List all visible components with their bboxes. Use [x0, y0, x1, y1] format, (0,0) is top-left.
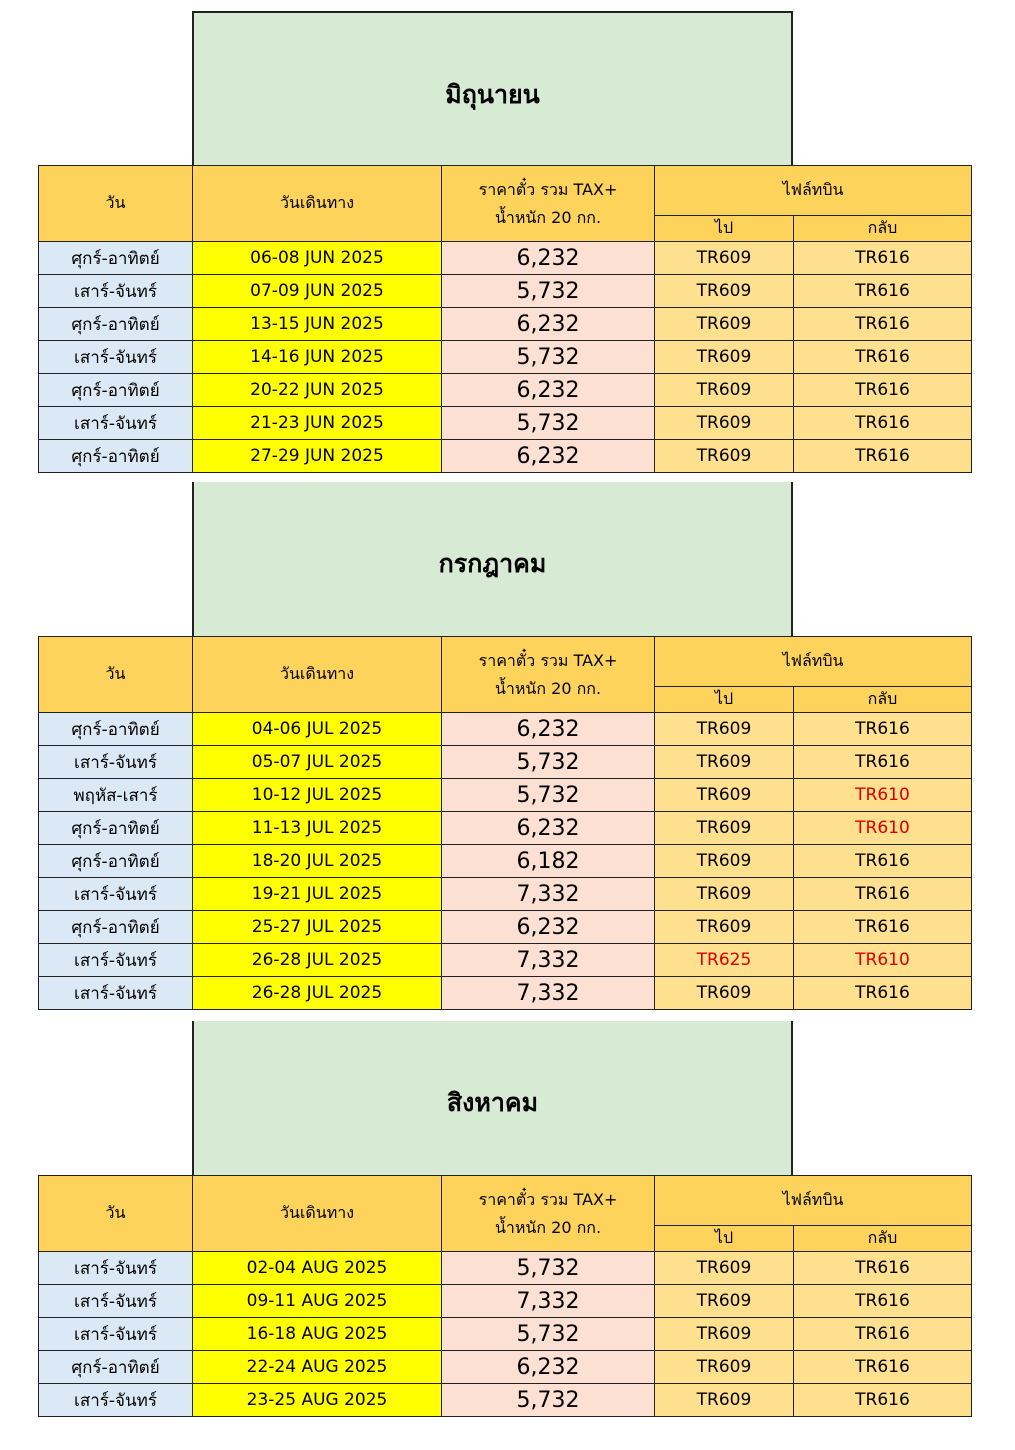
date-cell: 02-04 AUG 2025 [193, 1252, 442, 1285]
day-cell: เสาร์-จันทร์ [39, 1252, 193, 1285]
date-cell: 05-07 JUL 2025 [193, 746, 442, 779]
outbound-flight-cell: TR625 [655, 944, 794, 977]
date-cell: 13-15 JUN 2025 [193, 308, 442, 341]
outbound-flight-cell: TR609 [655, 1351, 794, 1384]
day-cell: เสาร์-จันทร์ [39, 1285, 193, 1318]
header-travel-date: วันเดินทาง [193, 166, 442, 242]
header-price-line1: ราคาตั๋ว รวม TAX+ [478, 1189, 618, 1209]
outbound-flight-cell: TR609 [655, 308, 794, 341]
table-row [39, 779, 972, 812]
outbound-flight-cell: TR609 [655, 1285, 794, 1318]
return-flight-cell: TR616 [794, 407, 972, 440]
header-price [442, 637, 655, 713]
return-flight-cell: TR616 [794, 845, 972, 878]
outbound-flight-cell: TR609 [655, 1252, 794, 1285]
return-flight-cell: TR616 [794, 275, 972, 308]
day-cell: ศุกร์-อาทิตย์ [39, 812, 193, 845]
table-row [39, 713, 972, 746]
day-cell: ศุกร์-อาทิตย์ [39, 440, 193, 473]
price-cell: 6,232 [442, 242, 655, 275]
outbound-flight-cell: TR609 [655, 845, 794, 878]
date-cell: 18-20 JUL 2025 [193, 845, 442, 878]
table-row [39, 878, 972, 911]
header-price-line2: น้ำหนัก 20 กก. [494, 207, 602, 227]
header-price-line2: น้ำหนัก 20 กก. [494, 1217, 602, 1237]
price-cell: 6,232 [442, 812, 655, 845]
table-row [39, 1351, 972, 1384]
month-title: กรกฎาคม [438, 549, 547, 578]
table-row [39, 1318, 972, 1351]
table-row [39, 374, 972, 407]
day-cell: เสาร์-จันทร์ [39, 275, 193, 308]
price-cell: 5,732 [442, 1252, 655, 1285]
price-cell: 5,732 [442, 1384, 655, 1417]
day-cell: ศุกร์-อาทิตย์ [39, 1351, 193, 1384]
date-cell: 19-21 JUL 2025 [193, 878, 442, 911]
price-cell: 7,332 [442, 977, 655, 1010]
header-outbound: ไป [655, 216, 794, 242]
table-row [39, 911, 972, 944]
day-cell: ศุกร์-อาทิตย์ [39, 845, 193, 878]
header-travel-date: วันเดินทาง [193, 637, 442, 713]
date-cell: 26-28 JUL 2025 [193, 977, 442, 1010]
price-cell: 6,232 [442, 1351, 655, 1384]
fare-table-august [38, 1175, 972, 1417]
date-cell: 04-06 JUL 2025 [193, 713, 442, 746]
day-cell: เสาร์-จันทร์ [39, 746, 193, 779]
outbound-flight-cell: TR609 [655, 242, 794, 275]
header-price-line2: น้ำหนัก 20 กก. [494, 678, 602, 698]
price-cell: 7,332 [442, 944, 655, 977]
header-price [442, 1176, 655, 1252]
price-cell: 6,232 [442, 911, 655, 944]
outbound-flight-cell: TR609 [655, 374, 794, 407]
month-banner-june [192, 11, 793, 166]
outbound-flight-cell: TR609 [655, 1384, 794, 1417]
date-cell: 25-27 JUL 2025 [193, 911, 442, 944]
date-cell: 06-08 JUN 2025 [193, 242, 442, 275]
date-cell: 07-09 JUN 2025 [193, 275, 442, 308]
table-row [39, 341, 972, 374]
return-flight-cell: TR610 [794, 779, 972, 812]
outbound-flight-cell: TR609 [655, 878, 794, 911]
date-cell: 22-24 AUG 2025 [193, 1351, 442, 1384]
return-flight-cell: TR616 [794, 1384, 972, 1417]
table-row [39, 1285, 972, 1318]
day-cell: เสาร์-จันทร์ [39, 1318, 193, 1351]
return-flight-cell: TR616 [794, 374, 972, 407]
header-price-line1: ราคาตั๋ว รวม TAX+ [478, 650, 618, 670]
return-flight-cell: TR616 [794, 341, 972, 374]
date-cell: 11-13 JUL 2025 [193, 812, 442, 845]
month-title: สิงหาคม [446, 1088, 539, 1117]
table-row [39, 1384, 972, 1417]
day-cell: ศุกร์-อาทิตย์ [39, 713, 193, 746]
day-cell: พฤหัส-เสาร์ [39, 779, 193, 812]
price-cell: 5,732 [442, 1318, 655, 1351]
return-flight-cell: TR616 [794, 878, 972, 911]
price-cell: 5,732 [442, 407, 655, 440]
return-flight-cell: TR616 [794, 1318, 972, 1351]
header-outbound: ไป [655, 1226, 794, 1252]
day-cell: เสาร์-จันทร์ [39, 1384, 193, 1417]
date-cell: 20-22 JUN 2025 [193, 374, 442, 407]
price-cell: 6,232 [442, 308, 655, 341]
header-return: กลับ [794, 687, 972, 713]
return-flight-cell: TR616 [794, 746, 972, 779]
table-row [39, 407, 972, 440]
header-outbound: ไป [655, 687, 794, 713]
date-cell: 27-29 JUN 2025 [193, 440, 442, 473]
price-cell: 6,232 [442, 713, 655, 746]
month-title: มิถุนายน [445, 80, 540, 109]
header-flight: ไฟล์ทบิน [655, 637, 972, 687]
header-price [442, 166, 655, 242]
month-banner-july [192, 482, 793, 637]
outbound-flight-cell: TR609 [655, 275, 794, 308]
table-row [39, 1252, 972, 1285]
return-flight-cell: TR616 [794, 1252, 972, 1285]
day-cell: เสาร์-จันทร์ [39, 407, 193, 440]
day-cell: ศุกร์-อาทิตย์ [39, 911, 193, 944]
day-cell: ศุกร์-อาทิตย์ [39, 374, 193, 407]
return-flight-cell: TR616 [794, 911, 972, 944]
price-cell: 5,732 [442, 275, 655, 308]
outbound-flight-cell: TR609 [655, 779, 794, 812]
return-flight-cell: TR610 [794, 812, 972, 845]
price-cell: 7,332 [442, 878, 655, 911]
price-cell: 5,732 [442, 779, 655, 812]
price-cell: 6,182 [442, 845, 655, 878]
return-flight-cell: TR616 [794, 1285, 972, 1318]
header-flight: ไฟล์ทบิน [655, 1176, 972, 1226]
header-day: วัน [39, 637, 193, 713]
outbound-flight-cell: TR609 [655, 407, 794, 440]
return-flight-cell: TR616 [794, 977, 972, 1010]
day-cell: เสาร์-จันทร์ [39, 977, 193, 1010]
date-cell: 21-23 JUN 2025 [193, 407, 442, 440]
header-flight: ไฟล์ทบิน [655, 166, 972, 216]
outbound-flight-cell: TR609 [655, 713, 794, 746]
price-cell: 7,332 [442, 1285, 655, 1318]
header-return: กลับ [794, 216, 972, 242]
header-travel-date: วันเดินทาง [193, 1176, 442, 1252]
fare-table-june [38, 165, 972, 473]
outbound-flight-cell: TR609 [655, 1318, 794, 1351]
day-cell: เสาร์-จันทร์ [39, 944, 193, 977]
header-day: วัน [39, 166, 193, 242]
outbound-flight-cell: TR609 [655, 746, 794, 779]
date-cell: 09-11 AUG 2025 [193, 1285, 442, 1318]
price-cell: 5,732 [442, 746, 655, 779]
return-flight-cell: TR616 [794, 308, 972, 341]
table-row [39, 242, 972, 275]
header-return: กลับ [794, 1226, 972, 1252]
day-cell: เสาร์-จันทร์ [39, 341, 193, 374]
date-cell: 16-18 AUG 2025 [193, 1318, 442, 1351]
return-flight-cell: TR616 [794, 440, 972, 473]
date-cell: 26-28 JUL 2025 [193, 944, 442, 977]
return-flight-cell: TR616 [794, 1351, 972, 1384]
outbound-flight-cell: TR609 [655, 341, 794, 374]
table-row [39, 440, 972, 473]
table-row [39, 845, 972, 878]
table-row [39, 308, 972, 341]
header-price-line1: ราคาตั๋ว รวม TAX+ [478, 179, 618, 199]
return-flight-cell: TR610 [794, 944, 972, 977]
return-flight-cell: TR616 [794, 713, 972, 746]
month-banner-august [192, 1021, 793, 1176]
header-day: วัน [39, 1176, 193, 1252]
outbound-flight-cell: TR609 [655, 440, 794, 473]
day-cell: ศุกร์-อาทิตย์ [39, 308, 193, 341]
outbound-flight-cell: TR609 [655, 977, 794, 1010]
price-cell: 5,732 [442, 341, 655, 374]
table-row [39, 812, 972, 845]
outbound-flight-cell: TR609 [655, 812, 794, 845]
table-row [39, 746, 972, 779]
date-cell: 14-16 JUN 2025 [193, 341, 442, 374]
date-cell: 10-12 JUL 2025 [193, 779, 442, 812]
day-cell: เสาร์-จันทร์ [39, 878, 193, 911]
table-row [39, 977, 972, 1010]
table-row [39, 275, 972, 308]
date-cell: 23-25 AUG 2025 [193, 1384, 442, 1417]
table-row [39, 944, 972, 977]
return-flight-cell: TR616 [794, 242, 972, 275]
price-cell: 6,232 [442, 440, 655, 473]
fare-table-july [38, 636, 972, 1010]
day-cell: ศุกร์-อาทิตย์ [39, 242, 193, 275]
price-cell: 6,232 [442, 374, 655, 407]
outbound-flight-cell: TR609 [655, 911, 794, 944]
